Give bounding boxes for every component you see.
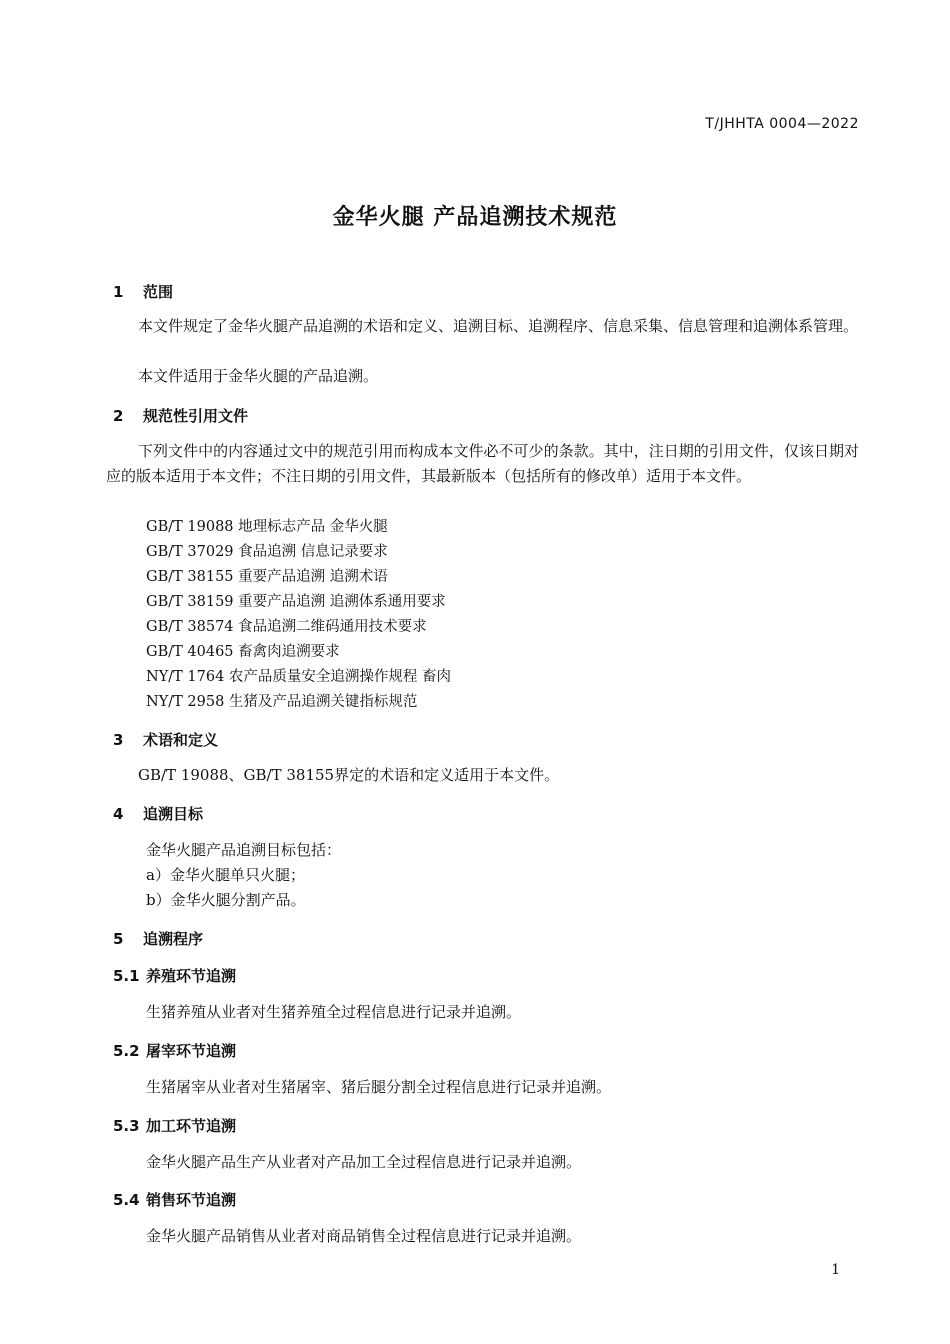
- section-1-paragraph-1: 本文件规定了金华火腿产品追溯的术语和定义、追溯目标、追溯程序、信息采集、信息管理和追溯体系管理。: [138, 317, 859, 335]
- document-title: 金华火腿 产品追溯技术规范: [332, 205, 618, 230]
- reference-item: GB/T 38155 重要产品追溯 追溯术语: [146, 569, 388, 585]
- list-item-a: a）金华火腿单只火腿；: [146, 866, 305, 884]
- subsection-5-1-heading: [113, 965, 236, 986]
- section-2-paragraph-1: 下列文件中的内容通过文中的规范引用而构成本文件必不可少的条款。其中，注日期的引用文件，仅该日期对应的版本适用于本文件；不注日期的引用文件，其最新版本（包括所有的修改单）适用于本文件。: [106, 442, 859, 485]
- reference-item: GB/T 38159 重要产品追溯 追溯体系通用要求: [146, 594, 446, 610]
- reference-item: NY/T 2958 生猪及产品追溯关键指标规范: [146, 694, 418, 710]
- section-1-paragraph-2: 本文件适用于金华火腿的产品追溯。: [138, 367, 379, 385]
- section-number: 2: [113, 407, 124, 425]
- subsection-number: 5.2: [113, 1042, 140, 1060]
- section-4-paragraph-1: 金华火腿产品追溯目标包括：: [146, 841, 342, 859]
- section-2-heading: [113, 405, 248, 426]
- subsection-5-4-heading: [113, 1189, 236, 1210]
- section-number: 5: [113, 930, 124, 948]
- subsection-5-2-paragraph: 生猪屠宰从业者对生猪屠宰、猪后腿分割全过程信息进行记录并追溯。: [146, 1078, 612, 1096]
- subsection-title: 养殖环节追溯: [146, 967, 237, 985]
- subsection-number: 5.1: [113, 967, 140, 985]
- reference-item: GB/T 19088 地理标志产品 金华火腿: [146, 519, 388, 535]
- reference-item: GB/T 37029 食品追溯 信息记录要求: [146, 544, 388, 560]
- list-item-b: b）金华火腿分割产品。: [146, 891, 306, 909]
- section-title: 范围: [143, 283, 174, 301]
- subsection-5-4-paragraph: 金华火腿产品销售从业者对商品销售全过程信息进行记录并追溯。: [146, 1227, 582, 1245]
- reference-item: GB/T 40465 畜禽肉追溯要求: [146, 644, 340, 660]
- section-number: 1: [113, 283, 124, 301]
- section-number: 3: [113, 731, 124, 749]
- subsection-5-1-paragraph: 生猪养殖从业者对生猪养殖全过程信息进行记录并追溯。: [146, 1003, 522, 1021]
- subsection-title: 加工环节追溯: [146, 1117, 237, 1135]
- section-3-paragraph-1: GB/T 19088、GB/T 38155界定的术语和定义适用于本文件。: [138, 766, 560, 784]
- section-3-heading: [113, 729, 218, 750]
- document-code: T/JHHTA 0004—2022: [705, 116, 859, 132]
- section-title: 规范性引用文件: [143, 407, 249, 425]
- section-5-heading: [113, 928, 203, 949]
- page-number: 1: [831, 1262, 840, 1278]
- reference-item: GB/T 38574 食品追溯二维码通用技术要求: [146, 619, 427, 635]
- subsection-5-3-heading: [113, 1115, 236, 1136]
- section-1-heading: [113, 281, 173, 302]
- subsection-number: 5.3: [113, 1117, 140, 1135]
- subsection-title: 屠宰环节追溯: [146, 1042, 237, 1060]
- section-title: 追溯程序: [143, 930, 204, 948]
- subsection-title: 销售环节追溯: [146, 1191, 237, 1209]
- section-title: 术语和定义: [143, 731, 219, 749]
- reference-item: NY/T 1764 农产品质量安全追溯操作规程 畜肉: [146, 669, 452, 685]
- section-4-heading: [113, 803, 203, 824]
- subsection-5-2-heading: [113, 1040, 236, 1061]
- section-title: 追溯目标: [143, 805, 204, 823]
- subsection-number: 5.4: [113, 1191, 140, 1209]
- subsection-5-3-paragraph: 金华火腿产品生产从业者对产品加工全过程信息进行记录并追溯。: [146, 1153, 582, 1171]
- section-number: 4: [113, 805, 124, 823]
